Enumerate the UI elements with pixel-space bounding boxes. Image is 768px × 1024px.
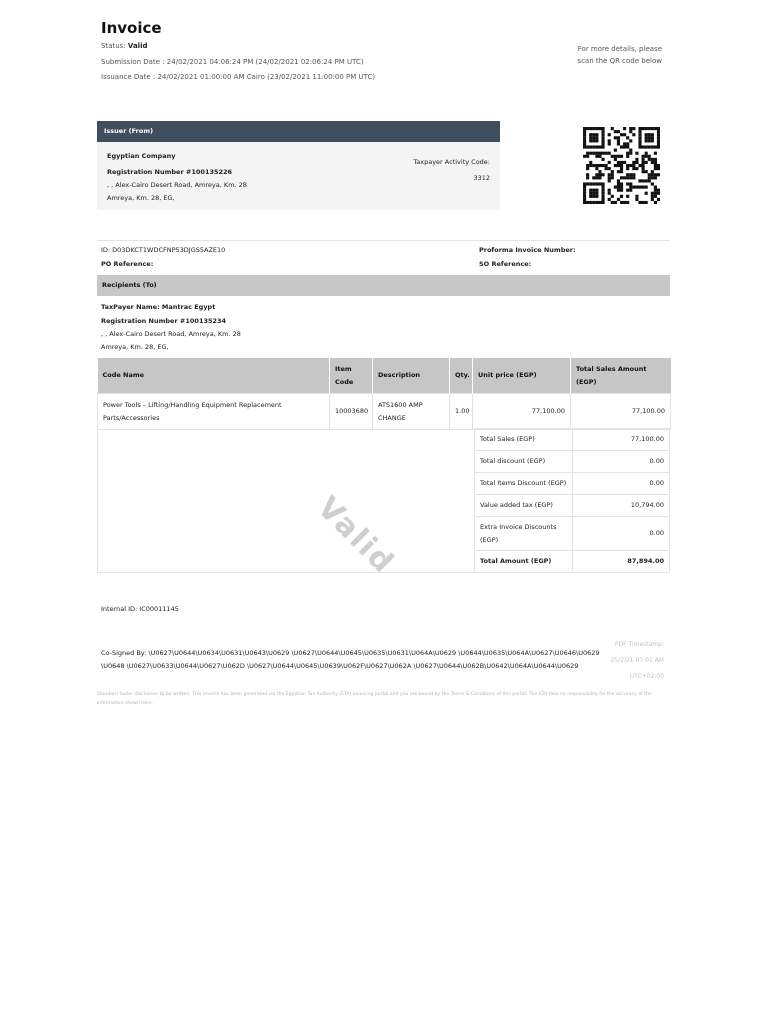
issuer-section xyxy=(97,142,500,210)
pdf-timestamp xyxy=(590,637,664,685)
activity-code-value: 3312 xyxy=(473,174,490,182)
total-amount-label: Total Amount (EGP) xyxy=(475,551,573,573)
issuer-address-line2: Amreya, Km. 28, EG, xyxy=(107,194,175,202)
pdf-timestamp-tz: UTC+02:00 xyxy=(629,673,664,680)
footer-disclaimer xyxy=(97,690,672,708)
proforma-invoice-number: Proforma Invoice Number: xyxy=(479,246,576,254)
submission-date: Submission Date : 24/02/2021 04:06:24 PM (24/02/2021 02:06:24 PM UTC) xyxy=(101,58,364,66)
recipient-registration: Registration Number #100135234 xyxy=(101,317,227,325)
col-qty: Qty. xyxy=(450,358,473,394)
qr-code xyxy=(583,127,660,204)
issuer-address-line1: , , Alex-Cairo Desert Road, Amreya, Km. 28 xyxy=(107,181,247,189)
items-discount-value: 0.00 xyxy=(572,473,670,495)
table-row xyxy=(475,429,670,451)
recipients-header: Recipients (To) xyxy=(97,275,670,296)
total-discount-label: Total discount (EGP) xyxy=(475,451,573,473)
so-reference: SO Reference: xyxy=(479,260,532,268)
extra-discounts-value: 0.00 xyxy=(572,517,670,551)
disclaimer-line1: Standard footer disclaimer to be written. This invoice has been generated via the Egyptian Tax Authority (ETA) invoicing portal and you are bound by the Terms & Conditions of this portal. The ETA take no responsibility for the accuracy of the xyxy=(97,692,652,697)
cell-qty: 1.00 xyxy=(450,394,473,430)
issuer-header: Issuer (From) xyxy=(97,121,500,142)
cosigned-by xyxy=(101,647,600,673)
recipient-name: TaxPayer Name: Mantrac Egypt xyxy=(101,303,216,311)
table-row xyxy=(475,473,670,495)
issuance-date: Issuance Date : 24/02/2021 01:00:00 AM Cairo (23/02/2021 11:00:00 PM UTC) xyxy=(101,73,376,81)
cosigned-line1: Co-Signed By: \U0627\U0644\U0634\U0631\U0643\U0629 \U0627\U0644\U0645\U0635\U0631\U064A\U0629 \U0644\U0635\U064A\U0627\U0646\U0629 xyxy=(101,649,600,657)
invoice-title: Invoice xyxy=(101,19,162,37)
cell-description: ATS1600 AMP CHANGE xyxy=(373,394,450,430)
activity-code-label: Taxpayer Activity Code: xyxy=(413,158,490,166)
total-discount-value: 0.00 xyxy=(572,451,670,473)
issuer-company: Egyptian Company xyxy=(107,152,176,160)
status-line xyxy=(101,42,147,50)
divider xyxy=(97,240,670,241)
col-unit-price: Unit price (EGP) xyxy=(473,358,571,394)
po-reference: PO Reference: xyxy=(101,260,154,268)
totals-table xyxy=(474,428,670,573)
cell-unit-price: 77,100.00 xyxy=(473,394,571,430)
pdf-timestamp-label: PDF Timestamp: xyxy=(614,641,664,648)
qr-note xyxy=(560,43,662,67)
table-row xyxy=(475,495,670,517)
table-row xyxy=(475,517,670,551)
items-table xyxy=(97,358,671,430)
recipient-address-line2: Amreya, Km. 28, EG, xyxy=(101,343,169,351)
col-description: Description xyxy=(373,358,450,394)
cosigned-line2: \U0648 \U0627\U0633\U0644\U0627\U062D \U0627\U0644\U0645\U0639\U062F\U0627\U062A \U0627\U0644\U062B\U0642\U064A\U0644\U0629 xyxy=(101,662,579,670)
invoice-id: ID: D03DKCT1WDCFNP53DJGS5AZE10 xyxy=(101,246,226,254)
table-row xyxy=(475,551,670,573)
qr-note-line2: scan the QR code below xyxy=(577,57,662,65)
valid-watermark: Valid xyxy=(310,490,402,582)
table-row xyxy=(98,394,671,430)
disclaimer-line2: information shown here. xyxy=(97,701,154,706)
col-item-code: Item Code xyxy=(330,358,373,394)
recipient-address-line1: , , Alex-Cairo Desert Road, Amreya, Km. 28 xyxy=(101,330,241,338)
items-header-row xyxy=(98,358,671,394)
col-code-name: Code Name xyxy=(98,358,330,394)
status-value: Valid xyxy=(127,42,148,50)
table-row xyxy=(475,451,670,473)
cell-code-name: Power Tools – Lifting/Handling Equipment Replacement Parts/Accessories xyxy=(98,394,330,430)
cell-item-code: 10003680 xyxy=(330,394,373,430)
col-total-sales: Total Sales Amount (EGP) xyxy=(571,358,671,394)
total-sales-value: 77,100.00 xyxy=(572,429,670,451)
pdf-timestamp-date: 25/2/21 07:01 AM xyxy=(610,657,664,664)
vat-label: Value added tax (EGP) xyxy=(475,495,573,517)
items-discount-label: Total Items Discount (EGP) xyxy=(475,473,573,495)
qr-note-line1: For more details, please xyxy=(577,45,662,53)
total-amount-value: 87,894.00 xyxy=(572,551,670,573)
cell-total: 77,100.00 xyxy=(571,394,671,430)
vat-value: 10,794.00 xyxy=(572,495,670,517)
internal-id: Internal ID: IC00011145 xyxy=(101,605,179,613)
issuer-registration: Registration Number #100135226 xyxy=(107,168,233,176)
status-label: Status: xyxy=(101,42,126,50)
total-sales-label: Total Sales (EGP) xyxy=(475,429,573,451)
extra-discounts-label: Extra Invoice Discounts (EGP) xyxy=(475,517,573,551)
